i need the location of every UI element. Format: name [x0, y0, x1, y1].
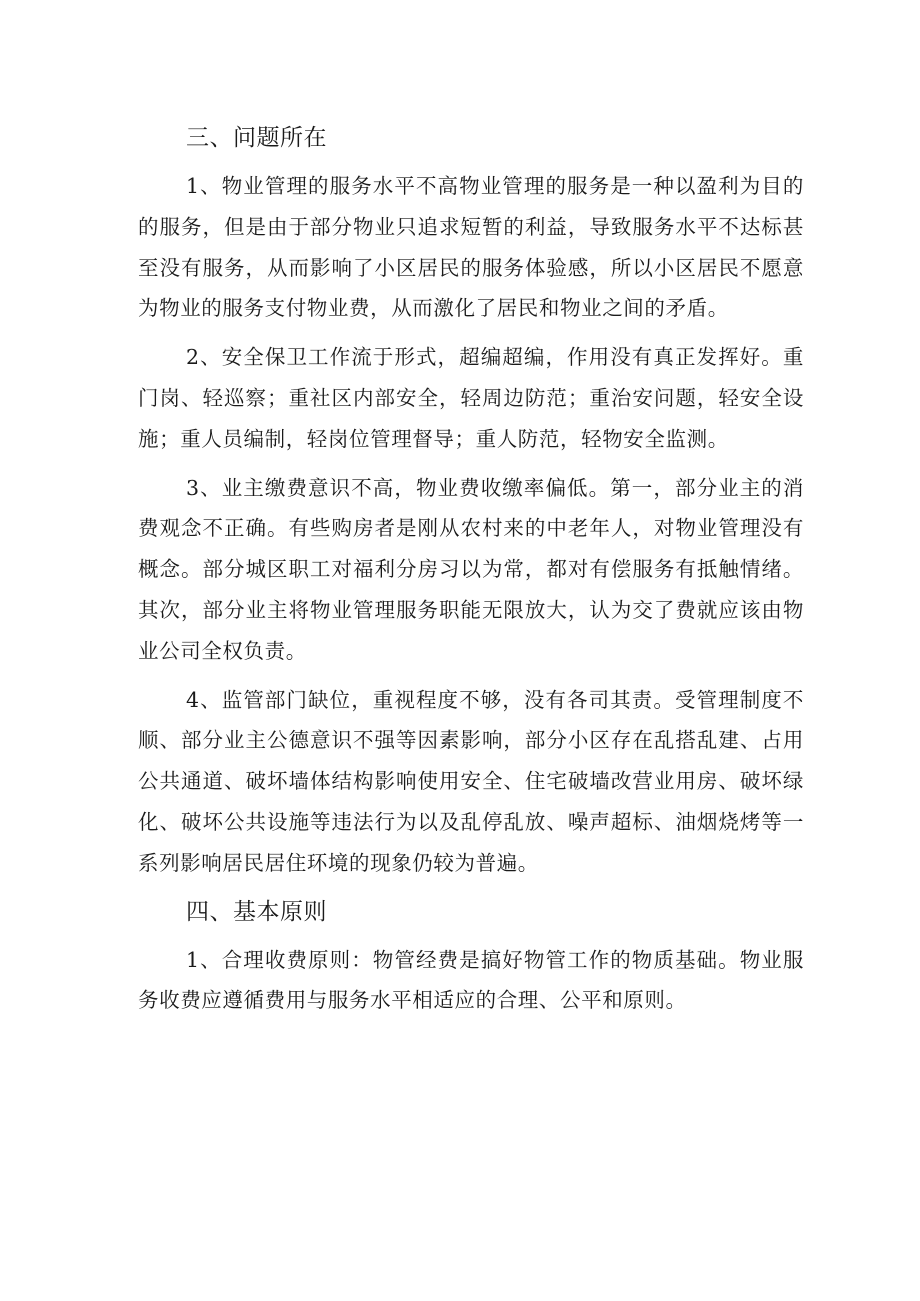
section-heading-principles: 四、基本原则 [186, 898, 327, 925]
paragraph-problem-3: 3、业主缴费意识不高，物业费收缴率偏低。第一，部分业主的消费观念不正确。有些购房者是刚从农村来的中老年人，对物业管理没有概念。部分城区职工对福利分房习以为常，都对有偿服务有抵触情绪。其次，部分业主将物业管理服务职能无限放大，认为交了费就应该由物业公司全权负责。 [138, 475, 804, 663]
paragraph-problem-1: 1、物业管理的服务水平不高物业管理的服务是一种以盈利为目的的服务，但是由于部分物业只追求短暂的利益，导致服务水平不达标甚至没有服务，从而影响了小区居民的服务体验感，所以小区居民不愿意为物业的服务支付物业费，从而激化了居民和物业之间的矛盾。 [138, 174, 804, 321]
document-body [138, 118, 804, 1029]
paragraph-principle-1: 1、合理收费原则：物管经费是搞好物管工作的物质基础。物业服务收费应遵循费用与服务水平相适应的合理、公平和原则。 [138, 947, 804, 1013]
section-heading-problems: 三、问题所在 [186, 125, 327, 151]
paragraph-problem-4: 4、监管部门缺位，重视程度不够，没有各司其责。受管理制度不顺、部分业主公德意识不强等因素影响，部分小区存在乱搭乱建、占用公共通道、破坏墙体结构影响使用安全、住宅破墙改营业用房、破坏绿化、破坏公共设施等违法行为以及乱停乱放、噪声超标、油烟烧烤等一系列影响居民居住环境的现象仍较为普遍。 [138, 687, 804, 875]
paragraph-problem-2: 2、安全保卫工作流于形式，超编超编，作用没有真正发挥好。重门岗、轻巡察；重社区内部安全，轻周边防范；重治安问题，轻安全设施；重人员编制，轻岗位管理督导；重人防范，轻物安全监测。 [138, 345, 804, 451]
